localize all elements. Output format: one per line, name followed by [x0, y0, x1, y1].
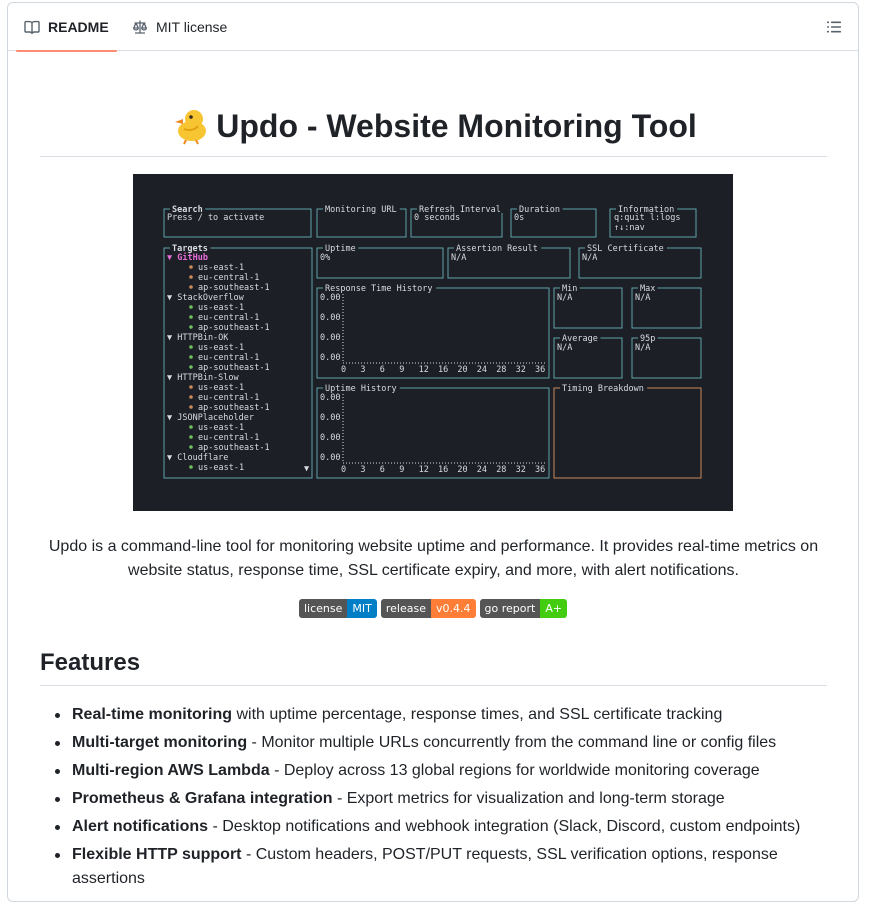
region-name: us-east-1 [198, 343, 245, 353]
region-status-dot [189, 305, 193, 309]
uptime-history-chart-x-tick: 24 [476, 465, 488, 475]
uptime-history-chart-x-tick: 32 [515, 465, 526, 475]
region-name: eu-central-1 [198, 433, 260, 443]
response-time-chart-x-tick: 32 [515, 365, 526, 375]
list-item [40, 731, 827, 755]
region-status-dot [189, 385, 193, 389]
response-time-chart-x-tick: 24 [476, 365, 488, 375]
feature-title: Multi-region AWS Lambda [72, 762, 270, 779]
search-text: Press / to activate [167, 213, 265, 223]
region-status-dot [189, 405, 193, 409]
feature-title: Real-time monitoring [72, 706, 233, 723]
region-name: ap-southeast-1 [198, 323, 270, 333]
response-time-chart-x-tick: 0 [341, 365, 347, 375]
duration-box-label: Duration [519, 205, 560, 215]
uptime-history-chart-x-tick: 9 [399, 465, 405, 475]
license-badge[interactable] [299, 599, 377, 618]
region-name: us-east-1 [198, 463, 245, 473]
scale-icon [132, 19, 148, 35]
feature-text: - Monitor multiple URLs concurrently from the command line or config files [247, 734, 777, 751]
uptime-value: 0% [320, 253, 331, 263]
information-line-1: q:quit l:logs [614, 213, 681, 223]
tab-license[interactable] [132, 3, 227, 51]
uptime-box-label: Uptime [325, 244, 356, 254]
book-icon [24, 19, 40, 35]
feature-title: Prometheus & Grafana integration [72, 790, 333, 807]
region-name: eu-central-1 [198, 393, 260, 403]
tab-license-label: MIT license [156, 19, 228, 35]
refresh-interval-box-label: Refresh Interval [419, 205, 501, 215]
response-time-chart-y-tick: 0.00 [320, 333, 341, 343]
uptime-history-chart [317, 388, 549, 478]
response-time-chart-x-tick: 3 [360, 365, 366, 375]
response-time-chart-x-tick: 36 [535, 365, 546, 375]
feature-text: with uptime percentage, response times, and SSL certificate tracking [232, 706, 723, 723]
uptime-history-chart-y-tick: 0.00 [320, 433, 341, 443]
response-time-chart-y-tick: 0.00 [320, 293, 341, 303]
response-time-chart-label: Response Time History [325, 284, 433, 294]
information-box-label: Information [618, 205, 675, 215]
response-time-chart-x-tick: 6 [379, 365, 385, 375]
go-report-badge[interactable] [480, 599, 568, 618]
uptime-history-chart-x-tick: 16 [438, 465, 449, 475]
p95-box-label: 95p [640, 334, 656, 344]
page-title-text: Updo - Website Monitoring Tool [216, 108, 697, 144]
release-badge-label: release [381, 599, 431, 618]
min-value: N/A [557, 293, 573, 303]
uptime-history-chart-label: Uptime History [325, 384, 397, 394]
information-line-2: ↑↓:nav [614, 223, 645, 233]
response-time-chart-x-tick: 20 [457, 365, 468, 375]
ssl-certificate-box-label: SSL Certificate [587, 244, 664, 254]
feature-text: - Export metrics for visualization and long-term storage [332, 790, 725, 807]
region-status-dot [189, 365, 193, 369]
list-item [40, 759, 827, 783]
p95-value: N/A [635, 343, 651, 353]
list-item [40, 843, 827, 891]
uptime-history-chart-x-tick: 20 [457, 465, 468, 475]
region-name: us-east-1 [198, 383, 245, 393]
region-status-dot [189, 465, 193, 469]
go-report-badge-value: A+ [540, 599, 567, 618]
response-time-chart-x-tick: 28 [496, 365, 507, 375]
monitoring-url-box-label: Monitoring URL [325, 205, 397, 215]
terminal-screenshot [133, 174, 733, 511]
region-status-dot [189, 285, 193, 289]
response-time-chart-x-tick: 9 [399, 365, 405, 375]
region-status-dot [189, 325, 193, 329]
feature-title: Multi-target monitoring [72, 734, 248, 751]
uptime-history-chart-x-tick: 3 [360, 465, 366, 475]
response-time-chart-x-tick: 16 [438, 365, 449, 375]
assertion-result-value: N/A [451, 253, 467, 263]
tab-readme-label: README [48, 19, 109, 35]
max-box-label: Max [640, 284, 656, 294]
region-name: ap-southeast-1 [198, 363, 270, 373]
timing-breakdown-box [554, 388, 701, 478]
target-name: ▼ HTTPBin-OK [167, 333, 229, 343]
features-list [40, 703, 827, 895]
region-name: eu-central-1 [198, 313, 260, 323]
target-name: ▼ HTTPBin-Slow [167, 373, 239, 383]
release-badge-value: v0.4.4 [431, 599, 476, 618]
uptime-history-chart-x-tick: 36 [535, 465, 546, 475]
uptime-history-chart-y-tick: 0.00 [320, 453, 341, 463]
region-status-dot [189, 315, 193, 319]
duration-text: 0s [514, 213, 525, 223]
region-status-dot [189, 265, 193, 269]
region-name: us-east-1 [198, 423, 245, 433]
region-status-dot [189, 275, 193, 279]
region-status-dot [189, 345, 193, 349]
go-report-badge-label: go report [480, 599, 541, 618]
assertion-result-box-label: Assertion Result [456, 244, 538, 254]
region-name: ap-southeast-1 [198, 403, 270, 413]
page-title [40, 103, 827, 157]
chick-icon [170, 105, 210, 145]
min-box-label: Min [562, 284, 578, 294]
uptime-history-chart-x-tick: 12 [418, 465, 429, 475]
max-value: N/A [635, 293, 651, 303]
region-name: eu-central-1 [198, 353, 260, 363]
tab-bar [8, 3, 858, 51]
readme-panel [7, 2, 859, 902]
outline-button[interactable] [824, 17, 844, 37]
region-name: eu-central-1 [198, 273, 260, 283]
timing-breakdown-box-label: Timing Breakdown [562, 384, 644, 394]
badge-row [299, 599, 567, 618]
region-status-dot [189, 395, 193, 399]
region-name: ap-southeast-1 [198, 443, 270, 453]
license-badge-label: license [299, 599, 347, 618]
region-name: ap-southeast-1 [198, 283, 270, 293]
target-name: ▼ JSONPlaceholder [167, 413, 254, 423]
features-heading: Features [40, 648, 827, 686]
ssl-certificate-value: N/A [582, 253, 598, 263]
average-value: N/A [557, 343, 573, 353]
target-name: ▼ Cloudflare [167, 453, 229, 463]
region-status-dot [189, 435, 193, 439]
feature-title: Flexible HTTP support [72, 846, 242, 863]
targets-box-label: Targets [172, 244, 208, 254]
region-status-dot [189, 425, 193, 429]
response-time-chart-x-tick: 12 [418, 365, 429, 375]
uptime-history-chart-x-tick: 28 [496, 465, 507, 475]
list-item [40, 703, 827, 727]
intro-paragraph: Updo is a command-line tool for monitoring website uptime and performance. It provides real-time metrics on website status, response time, SSL certificate expiry, and more, with alert notifications. [48, 538, 819, 579]
uptime-history-chart-y-tick: 0.00 [320, 413, 341, 423]
tab-readme[interactable] [16, 3, 117, 51]
average-box-label: Average [562, 334, 598, 344]
targets-scroll-indicator: ▼ [304, 464, 310, 474]
feature-text: - Desktop notifications and webhook integration (Slack, Discord, custom endpoints) [208, 818, 801, 835]
response-time-chart [317, 288, 549, 378]
license-badge-value: MIT [347, 599, 376, 618]
region-name: us-east-1 [198, 303, 245, 313]
list-item [40, 787, 827, 811]
target-name: ▼ StackOverflow [167, 293, 244, 303]
uptime-history-chart-x-tick: 0 [341, 465, 347, 475]
feature-title: Alert notifications [72, 818, 209, 835]
feature-text: - Deploy across 13 global regions for worldwide monitoring coverage [269, 762, 760, 779]
region-name: us-east-1 [198, 263, 245, 273]
feature-text: - Custom headers, POST/PUT requests, SSL verification options, response assertions [72, 846, 778, 887]
refresh-interval-text: 0 seconds [414, 213, 461, 223]
target-name: ▼ GitHub [167, 253, 208, 263]
response-time-chart-y-tick: 0.00 [320, 353, 341, 363]
release-badge[interactable] [381, 599, 476, 618]
list-icon [826, 19, 842, 35]
uptime-history-chart-y-tick: 0.00 [320, 393, 341, 403]
region-status-dot [189, 445, 193, 449]
uptime-history-chart-x-tick: 6 [379, 465, 385, 475]
search-box-label: Search [172, 205, 203, 215]
region-status-dot [189, 355, 193, 359]
list-item [40, 815, 827, 839]
response-time-chart-y-tick: 0.00 [320, 313, 341, 323]
